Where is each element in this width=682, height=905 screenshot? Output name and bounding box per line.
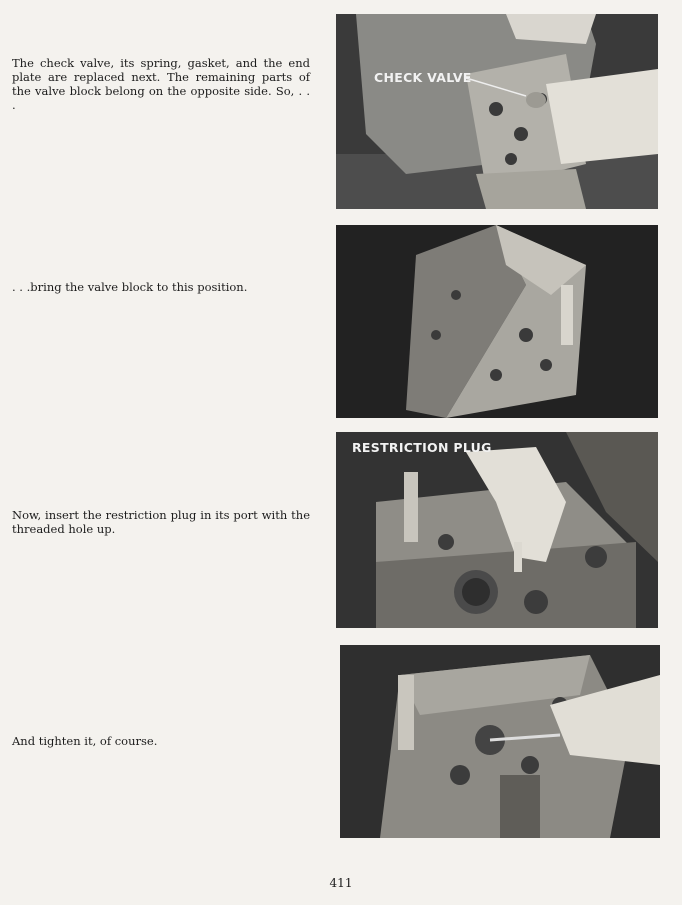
restriction-plug-photo-illustration [336,432,658,628]
tighten-plug-photo-illustration [340,645,660,838]
restriction-plug-photo [336,432,658,628]
valve-block-position-photo-illustration [336,225,658,418]
check-valve-photo-illustration [336,14,658,209]
valve-block-position-photo [336,225,658,418]
tighten-plug-photo [340,645,660,838]
step-1-caption: The check valve, its spring, gasket, and the end plate are replaced next. The remaining parts of the valve block belong on the opposite side. So, . . . [12,55,310,112]
step-3-caption: Now, insert the restriction plug in its port with the threaded hole up. [12,507,310,536]
restriction-plug-callout: RESTRICTION PLUG [352,440,492,455]
page-number: 411 [329,876,353,890]
step-4-caption: And tighten it, of course. [12,733,158,748]
step-2-caption: . . .bring the valve block to this position. [12,279,248,294]
check-valve-photo [336,14,658,209]
check-valve-callout: CHECK VALVE [374,70,472,85]
